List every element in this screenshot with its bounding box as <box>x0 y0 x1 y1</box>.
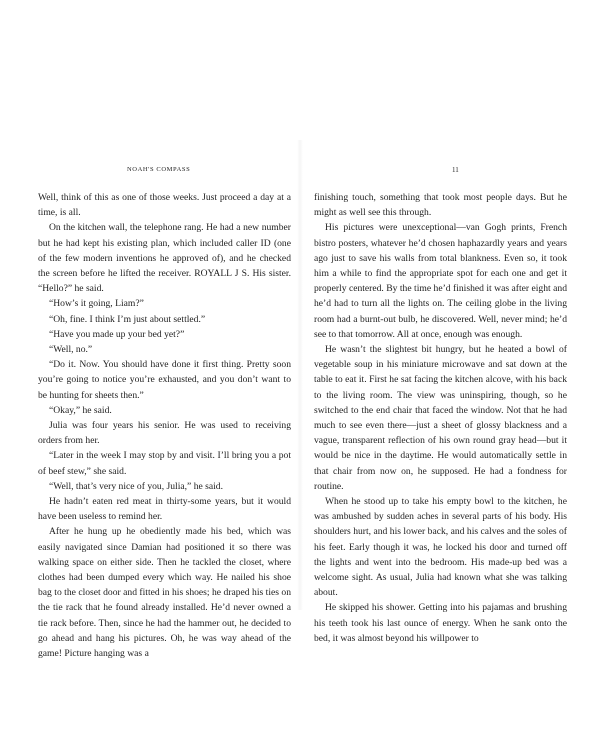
paragraph: “Have you made up your bed yet?” <box>49 328 185 340</box>
paragraph: After he hung up he obediently made his bed, which was easily navigated since Damian had positioned it so there was walking space on either side. Then he tackled the closet, where clothes had been dumped every which way. He nailed his shoe bag to the closet door and fitted in his shoes; he draped his ties on the tie rack that he found already installed. He’d never owned a tie rack before. Then, since he had the hammer out, he decided to go ahead and hang his pictures. Oh, he was way ahead of the game! Picture hanging was a <box>38 526 291 660</box>
paragraph: His pictures were unexceptional—van Gogh prints, French bistro posters, whatever he’d chosen haphazardly years and years ago just to save his walls from total blankness. Even so, it took him a while to find the appropriate spot for each one and get it properly centered. By the time he’d finished it was after eight and he’d had to turn all the lights on. The ceiling globe in the living room had a burnt-out bulb, he discovered. Well, never mind; he’d see to that tomorrow. All at once, enough was enough. <box>314 222 567 340</box>
paragraph: He skipped his shower. Getting into his pajamas and brushing his teeth took his last ounce of energy. When he sank onto the bed, it was almost beyond his willpower to <box>314 602 567 644</box>
paragraph: On the kitchen wall, the telephone rang. He had a new number but he had kept his existing plan, which included caller ID (one of the few modern inventions he approved of), and he checked the screen before he lifted the receiver. ROYALL J S. His sister. “Hello?” he said. <box>38 222 291 295</box>
paragraph: “Do it. Now. You should have done it first thing. Pretty soon you’re going to notice you’re exhausted, and you don’t want to be hunting for sheets then.” <box>38 359 291 401</box>
paragraph: He wasn’t the slightest bit hungry, but he heated a bowl of vegetable soup in his miniature microwave and sat down at the table to eat it. First he sat facing the kitchen alcove, with his back to the living room. The view was uninspiring, though, so he switched to the end chair that faced the window. Not that he had much to see even there—just a sheet of glossy blackness and a vague, transparent reflection of his own round gray head—but it would be nice in the daytime. He would automatically settle in that chair from now on, he supposed. He had a fondness for routine. <box>314 344 567 492</box>
paragraph: Julia was four years his senior. He was used to receiving orders from her. <box>38 420 291 447</box>
paragraph: “How’s it going, Liam?” <box>49 298 144 310</box>
left-page-text <box>38 190 291 661</box>
running-head: NOAH'S COMPASS <box>127 166 191 173</box>
right-page-text <box>314 190 567 646</box>
paragraph: “Oh, fine. I think I’m just about settled.” <box>49 313 206 325</box>
page-number: 11 <box>452 166 459 174</box>
paragraph: When he stood up to take his empty bowl to the kitchen, he was ambushed by sudden aches in several parts of his body. His shoulders hurt, and his lower back, and his calves and the soles of his feet. Early though it was, he locked his door and turned off the lights and went into the bedroom. His made-up bed was a welcome sight. As usual, Julia had known what she was talking about. <box>314 496 567 599</box>
paragraph: “Okay,” he said. <box>49 404 112 416</box>
paragraph: “Later in the week I may stop by and visit. I’ll bring you a pot of beef stew,” she said. <box>38 450 291 477</box>
paragraph: He hadn’t eaten red meat in thirty-some years, but it would have been useless to remind her. <box>38 496 291 523</box>
paragraph: “Well, that’s very nice of you, Julia,” he said. <box>49 480 223 492</box>
paragraph: finishing touch, something that took most people days. But he might as well see this through. <box>314 192 567 219</box>
page-gutter <box>297 140 303 610</box>
paragraph: Well, think of this as one of those weeks. Just proceed a day at a time, is all. <box>38 192 291 219</box>
paragraph: “Well, no.” <box>49 344 93 356</box>
